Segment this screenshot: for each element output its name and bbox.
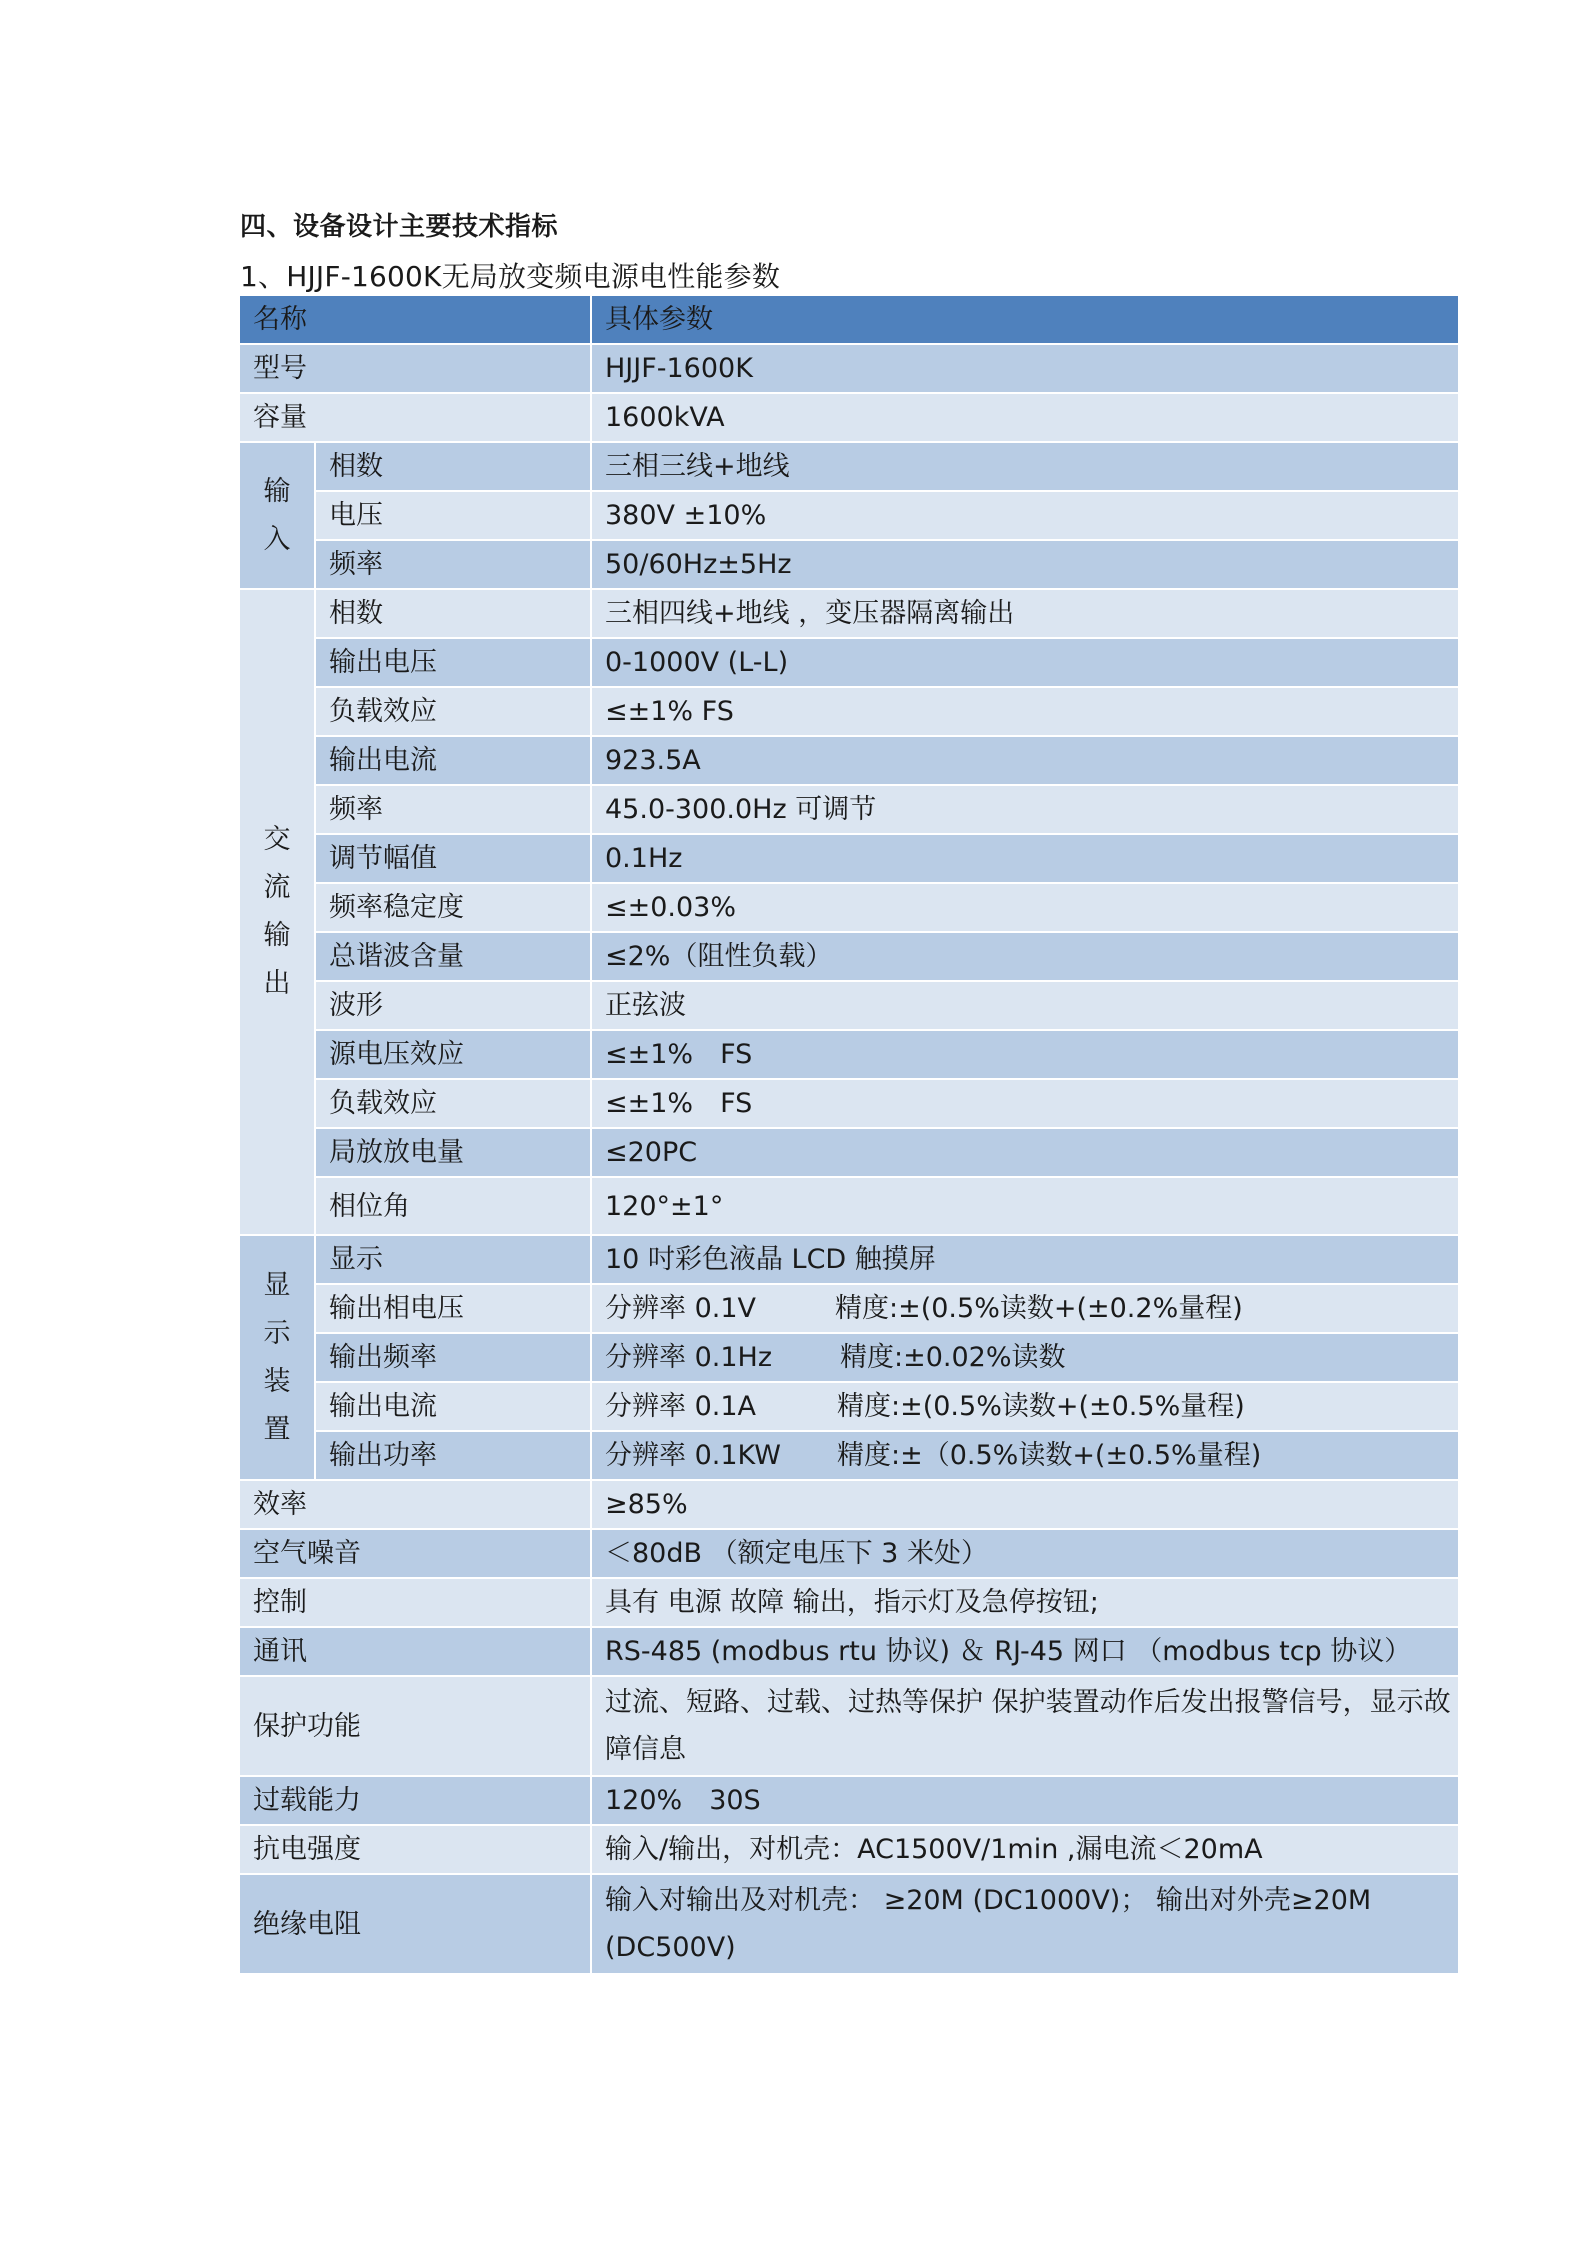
- row-value: 0-1000V (L-L): [591, 638, 1458, 687]
- row-label: 型号: [240, 344, 591, 393]
- row-label: 空气噪音: [240, 1529, 591, 1578]
- table-title: 1、HJJF-1600K无局放变频电源电性能参数: [240, 260, 781, 293]
- row-value: [591, 1235, 1458, 1284]
- row-label: 显示: [315, 1235, 591, 1284]
- row-value: 50/60Hz±5Hz: [591, 540, 1458, 589]
- header-name: 名称: [240, 296, 591, 344]
- row-label: 负载效应: [315, 687, 591, 736]
- row-value: [591, 1382, 1458, 1431]
- row-value: ≤20PC: [591, 1128, 1458, 1177]
- row-label: 输出电压: [315, 638, 591, 687]
- table-row: [240, 1529, 1458, 1578]
- resolution-value: 分辨率 0.1V: [605, 1293, 756, 1324]
- row-value: ≤2%（阻性负载）: [591, 932, 1458, 981]
- row-value: 120°±1°: [591, 1177, 1458, 1235]
- table-row: [240, 540, 1458, 589]
- row-value: ≤±1% FS: [591, 687, 1458, 736]
- table-row: [240, 1382, 1458, 1431]
- table-row: [240, 1177, 1458, 1235]
- row-label: 通讯: [240, 1627, 591, 1676]
- table-row: [240, 1235, 1458, 1284]
- row-value: [591, 1333, 1458, 1382]
- table-row: [240, 1030, 1458, 1079]
- row-label: 频率: [315, 785, 591, 834]
- row-value: 380V ±10%: [591, 491, 1458, 540]
- group-label-input: 输入: [240, 442, 315, 589]
- row-label: 抗电强度: [240, 1825, 591, 1874]
- row-label: 调节幅值: [315, 834, 591, 883]
- precision-value: 精度:±0.02%读数: [840, 1342, 1066, 1373]
- table-header-row: [240, 296, 1458, 344]
- table-row: [240, 1874, 1458, 1974]
- row-label: 相数: [315, 442, 591, 491]
- resolution-value: 分辨率 0.1Hz: [605, 1342, 772, 1373]
- table-row: [240, 638, 1458, 687]
- row-value: RS-485 (modbus rtu 协议) ＆ RJ-45 网口 （modbus tcp 协议）: [591, 1627, 1458, 1676]
- resolution-value: 分辨率 0.1KW: [605, 1440, 781, 1471]
- row-label: 负载效应: [315, 1079, 591, 1128]
- row-value: 45.0-300.0Hz 可调节: [591, 785, 1458, 834]
- group-label-display: 显示装置: [240, 1235, 315, 1480]
- row-value: 输入对输出及对机壳： ≥20M (DC1000V)； 输出对外壳≥20M (DC500V): [591, 1874, 1458, 1974]
- row-value: ≥85%: [591, 1480, 1458, 1529]
- row-value: 正弦波: [591, 981, 1458, 1030]
- table-row: [240, 344, 1458, 393]
- row-label: 效率: [240, 1480, 591, 1529]
- row-label: 频率稳定度: [315, 883, 591, 932]
- row-label: 总谐波含量: [315, 932, 591, 981]
- section-heading: 四、设备设计主要技术指标: [240, 212, 559, 242]
- row-label: 过载能力: [240, 1776, 591, 1825]
- row-label: 输出电流: [315, 1382, 591, 1431]
- row-label: 输出电流: [315, 736, 591, 785]
- row-label: 电压: [315, 491, 591, 540]
- row-value: 具有 电源 故障 输出，指示灯及急停按钮;: [591, 1578, 1458, 1627]
- row-value: 120% 30S: [591, 1776, 1458, 1825]
- row-label: 容量: [240, 393, 591, 442]
- table-row: [240, 687, 1458, 736]
- table-row: [240, 1333, 1458, 1382]
- row-label: 局放放电量: [315, 1128, 591, 1177]
- table-row: [240, 736, 1458, 785]
- row-value: 输入/输出，对机壳：AC1500V/1min ,漏电流＜20mA: [591, 1825, 1458, 1874]
- row-value: 过流、短路、过载、过热等保护 保护装置动作后发出报警信号，显示故障信息: [591, 1676, 1458, 1776]
- precision-value: 精度:±(0.5%读数+(±0.5%量程): [837, 1391, 1245, 1422]
- row-value: 三相四线+地线 ，变压器隔离输出: [591, 589, 1458, 638]
- table-row: [240, 1480, 1458, 1529]
- table-row: [240, 393, 1458, 442]
- row-label: 相数: [315, 589, 591, 638]
- row-label: 输出相电压: [315, 1284, 591, 1333]
- table-row: [240, 1776, 1458, 1825]
- header-value: 具体参数: [591, 296, 1458, 344]
- precision-value: 精度:±（0.5%读数+(±0.5%量程): [837, 1440, 1262, 1471]
- table-row: [240, 932, 1458, 981]
- precision-value: 精度:±(0.5%读数+(±0.2%量程): [835, 1293, 1243, 1324]
- row-label: 绝缘电阻: [240, 1874, 591, 1974]
- table-row: [240, 785, 1458, 834]
- row-value: [591, 1431, 1458, 1480]
- row-value: 0.1Hz: [591, 834, 1458, 883]
- table-row: [240, 1825, 1458, 1874]
- row-label: 频率: [315, 540, 591, 589]
- row-value: ≤±1% FS: [591, 1030, 1458, 1079]
- table-row: [240, 1627, 1458, 1676]
- table-row: [240, 883, 1458, 932]
- row-label: 波形: [315, 981, 591, 1030]
- table-row: [240, 1578, 1458, 1627]
- row-value: ＜80dB （额定电压下 3 米处）: [591, 1529, 1458, 1578]
- row-value: 1600kVA: [591, 393, 1458, 442]
- row-value: ≤±0.03%: [591, 883, 1458, 932]
- row-label: 保护功能: [240, 1676, 591, 1776]
- row-value: ≤±1% FS: [591, 1079, 1458, 1128]
- row-label: 输出功率: [315, 1431, 591, 1480]
- table-row: [240, 981, 1458, 1030]
- table-row: [240, 1431, 1458, 1480]
- table-row: [240, 589, 1458, 638]
- row-label: 相位角: [315, 1177, 591, 1235]
- group-label-ac-output: 交流输出: [240, 589, 315, 1235]
- table-row: [240, 491, 1458, 540]
- table-row: [240, 834, 1458, 883]
- display-value: 10 吋彩色液晶 LCD 触摸屏: [605, 1244, 936, 1275]
- row-value: 923.5A: [591, 736, 1458, 785]
- row-label: 控制: [240, 1578, 591, 1627]
- table-row: [240, 1128, 1458, 1177]
- table-row: [240, 1676, 1458, 1776]
- table-row: [240, 1079, 1458, 1128]
- row-value: [591, 1284, 1458, 1333]
- table-row: [240, 1284, 1458, 1333]
- row-value: 三相三线+地线: [591, 442, 1458, 491]
- spec-table: [240, 296, 1458, 1975]
- resolution-value: 分辨率 0.1A: [605, 1391, 756, 1422]
- row-label: 输出频率: [315, 1333, 591, 1382]
- row-label: 源电压效应: [315, 1030, 591, 1079]
- row-value: HJJF-1600K: [591, 344, 1458, 393]
- table-row: [240, 442, 1458, 491]
